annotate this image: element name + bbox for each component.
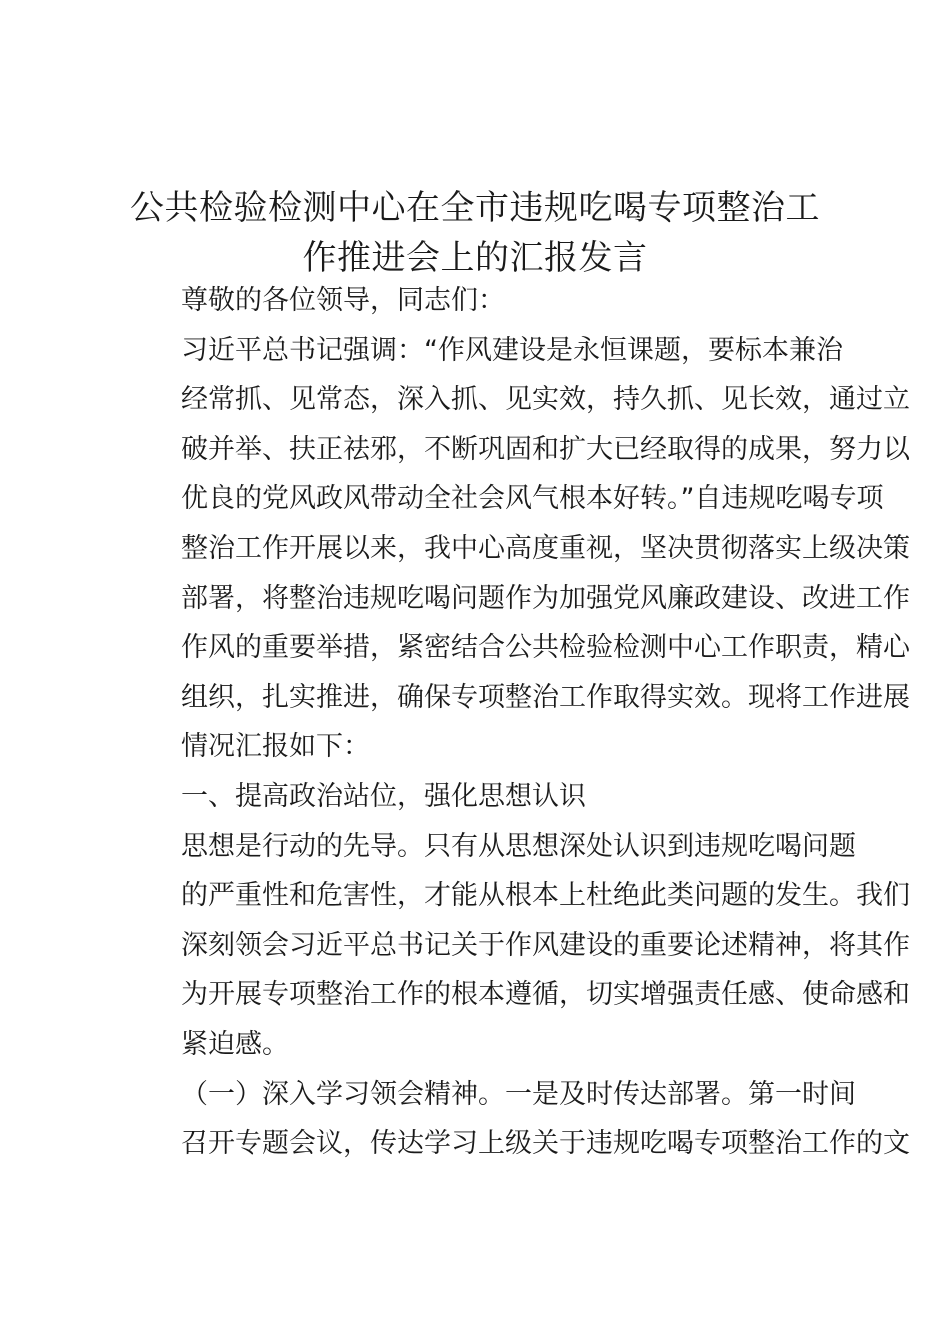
text-line: 深刻领会习近平总书记关于作风建设的重要论述精神，将其作 xyxy=(181,929,910,961)
text-line: 召开专题会议，传达学习上级关于违规吃喝专项整治工作的文 xyxy=(181,1128,910,1160)
title-line-2: 作推进会上的汇报发言 xyxy=(302,238,648,278)
subsection-paragraph xyxy=(127,1070,910,1169)
document-title xyxy=(110,183,840,283)
text-line: 作风的重要举措，紧密结合公共检验检测中心工作职责，精心 xyxy=(181,632,910,664)
text-line: 习近平总书记强调：“作风建设是永恒课题，要标本兼治 xyxy=(181,334,843,366)
text-line: 的严重性和危害性，才能从根本上杜绝此类问题的发生。我们 xyxy=(181,880,910,912)
text-line: 组织，扎实推进，确保专项整治工作取得实效。现将工作进展 xyxy=(181,681,910,713)
document-body xyxy=(127,276,910,1169)
salutation-paragraph xyxy=(127,276,831,326)
text-line: 紧迫感。 xyxy=(181,1028,289,1060)
text-line: 一、提高政治站位，强化思想认识 xyxy=(181,780,586,812)
text-line: （一）深入学习领会精神。一是及时传达部署。第一时间 xyxy=(181,1078,856,1110)
section-paragraph xyxy=(127,822,910,1070)
text-line: 优良的党风政风带动全社会风气根本好转。”自违规吃喝专项 xyxy=(181,483,884,515)
text-line: 经常抓、见常态，深入抓、见实效，持久抓、见长效，通过立 xyxy=(181,384,910,416)
title-line-1: 公共检验检测中心在全市违规吃喝专项整治工 xyxy=(130,188,820,228)
text-line: 思想是行动的先导。只有从思想深处认识到违规吃喝问题 xyxy=(181,830,856,862)
text-line: 破并举、扶正祛邪，不断巩固和扩大已经取得的成果，努力以 xyxy=(181,433,910,465)
text-line: 尊敬的各位领导，同志们： xyxy=(181,285,505,316)
text-line: 部署，将整治违规吃喝问题作为加强党风廉政建设、改进工作 xyxy=(181,582,910,614)
text-line: 整治工作开展以来，我中心高度重视，坚决贯彻落实上级决策 xyxy=(181,532,910,564)
text-line: 情况汇报如下： xyxy=(181,731,370,763)
intro-paragraph xyxy=(127,326,910,772)
text-line: 为开展专项整治工作的根本遵循，切实增强责任感、使命感和 xyxy=(181,979,910,1011)
section-heading xyxy=(127,772,831,822)
